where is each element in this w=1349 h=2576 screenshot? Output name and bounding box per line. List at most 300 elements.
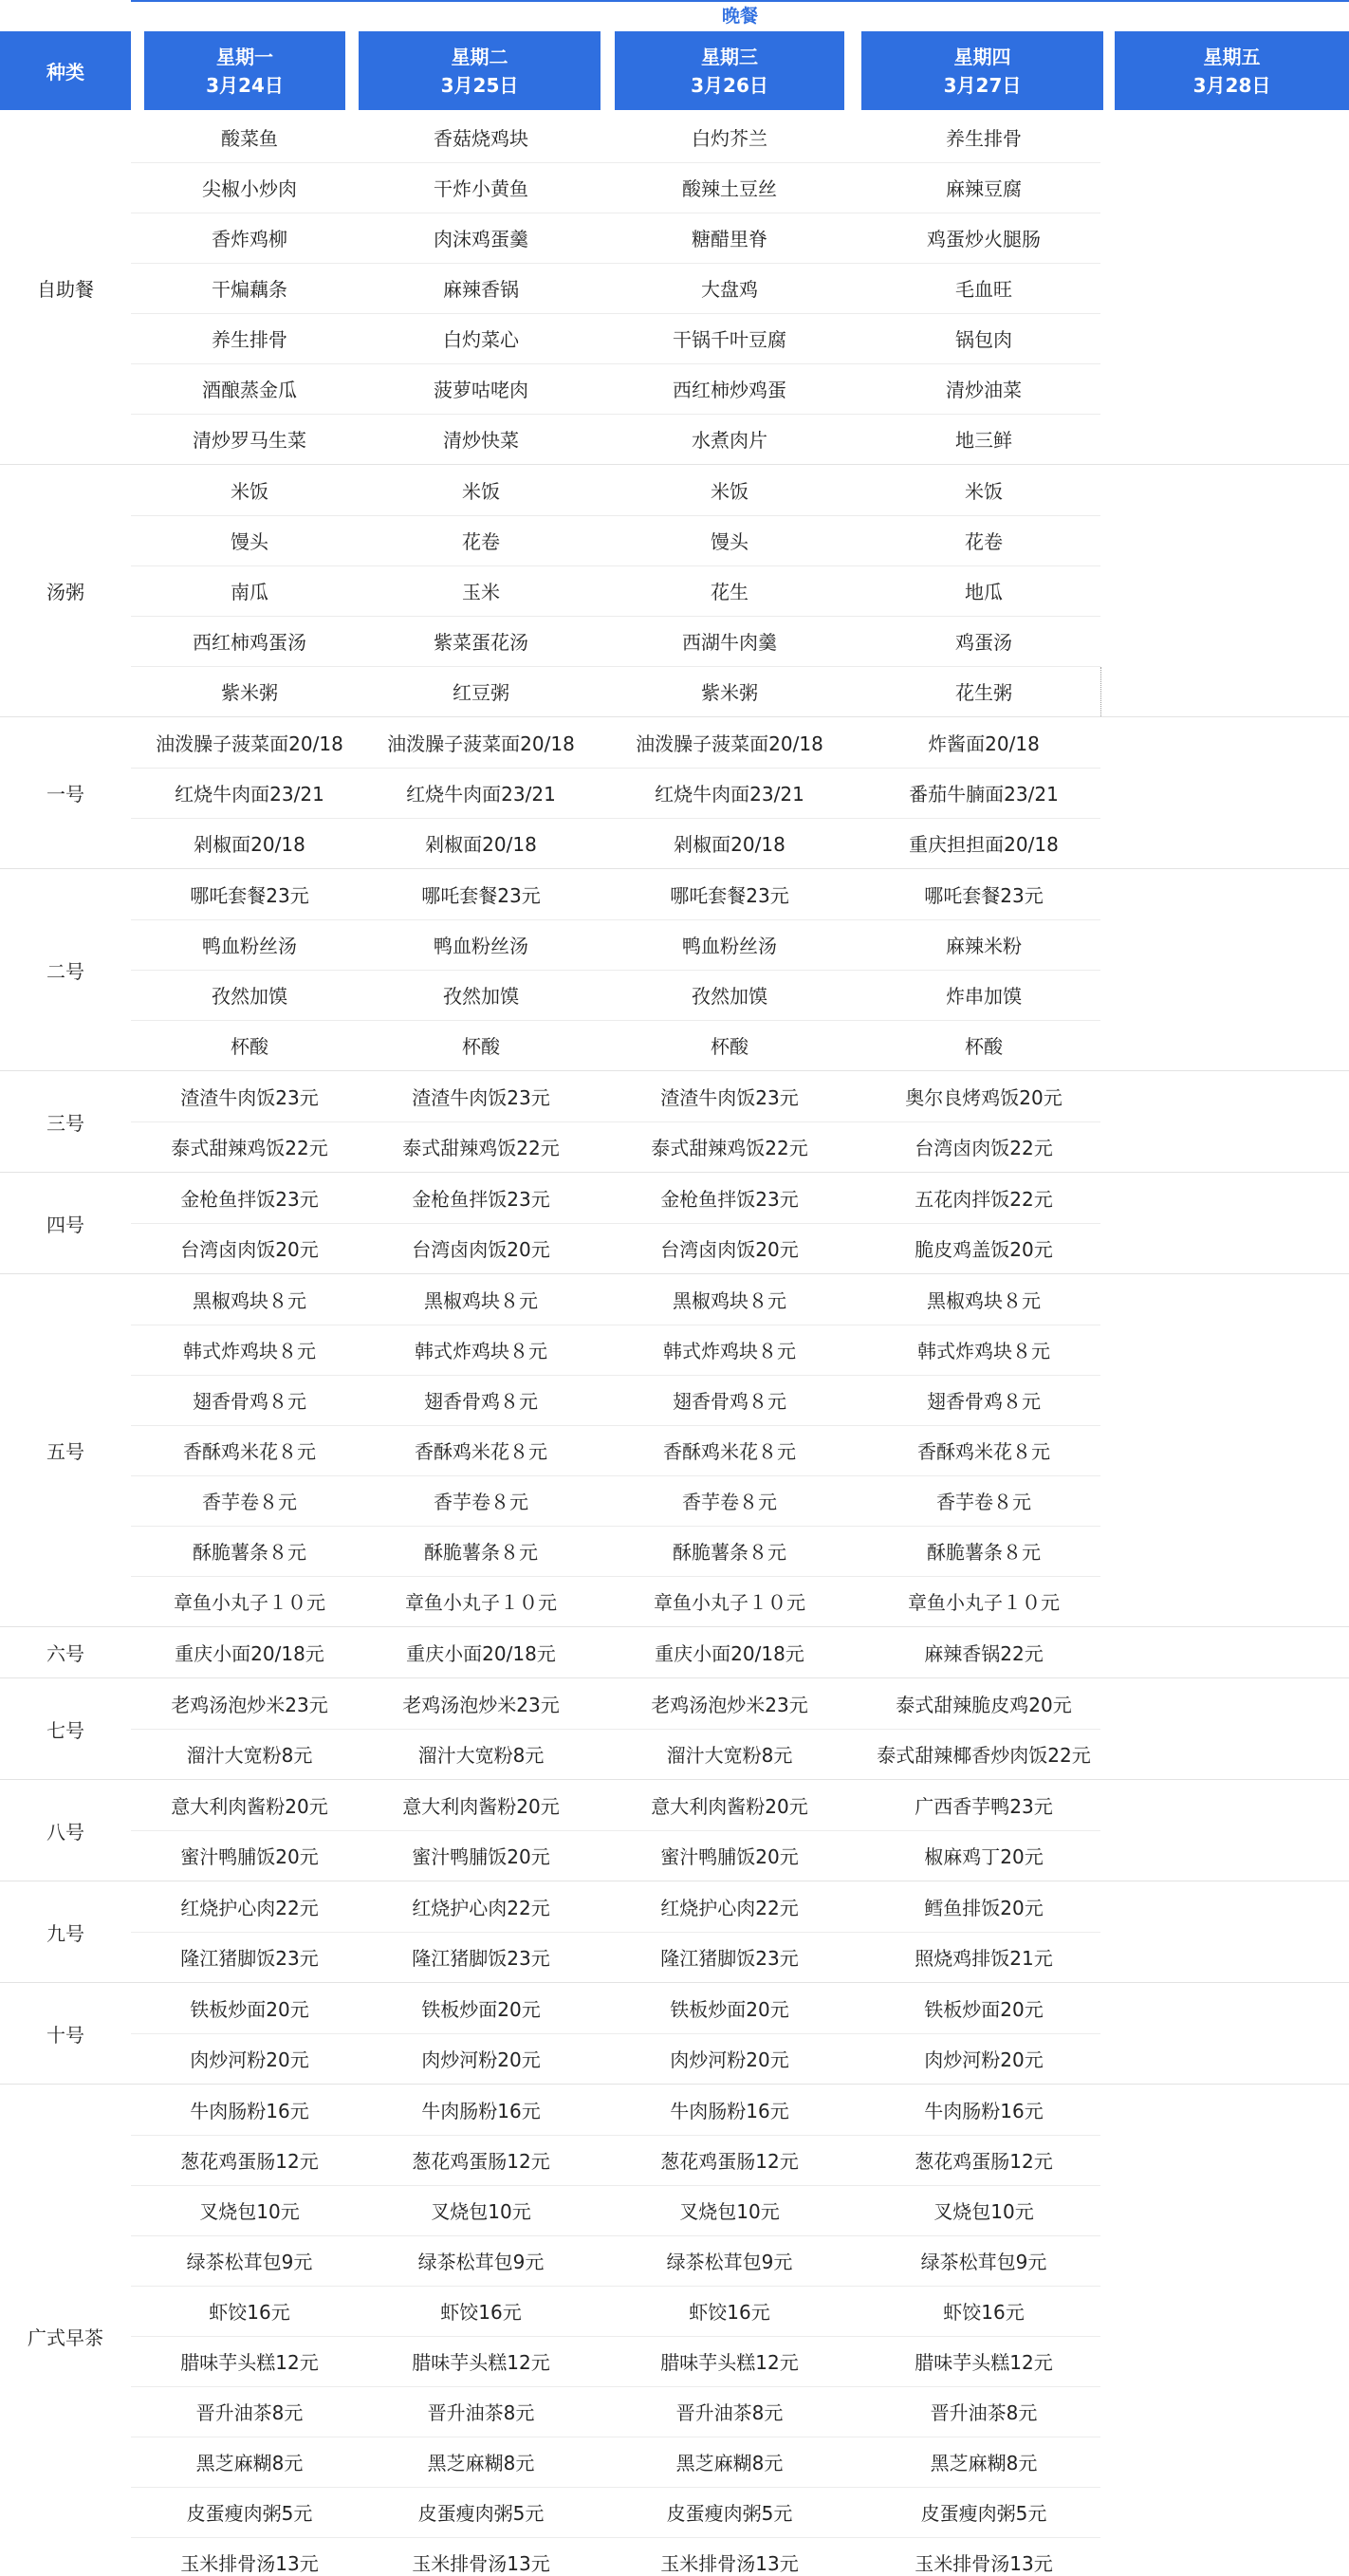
menu-cell: 黑芝麻糊8元	[427, 2452, 535, 2474]
menu-table	[0, 112, 1349, 2576]
menu-cell: 皮蛋瘦肉粥5元	[920, 2502, 1047, 2525]
menu-cell: 照烧鸡排饭21元	[915, 1947, 1053, 1970]
menu-cell: 酥脆薯条８元	[193, 1541, 306, 1564]
menu-cell	[1115, 869, 1349, 919]
menu-cell: 紫米粥	[221, 681, 278, 704]
menu-cell	[1115, 1121, 1349, 1172]
menu-cell: 西红柿鸡蛋汤	[193, 631, 306, 654]
menu-cell: 水煮肉片	[692, 429, 767, 452]
menu-cell: 台湾卤肉饭20元	[180, 1238, 319, 1261]
category-label: 七号	[46, 1718, 84, 1742]
column-divider	[1100, 667, 1101, 716]
menu-cell: 韩式炸鸡块８元	[663, 1340, 796, 1362]
table-row	[0, 465, 1349, 515]
menu-cell: 黑芝麻糊8元	[675, 2452, 784, 2474]
header-date: 3月24日	[206, 73, 284, 97]
menu-cell	[1115, 2185, 1349, 2235]
menu-cell: 翅香骨鸡８元	[193, 1390, 306, 1413]
menu-cell: 干锅千叶豆腐	[673, 328, 786, 351]
menu-cell: 肉炒河粉20元	[924, 2048, 1044, 2071]
header-day-wed	[615, 31, 844, 110]
table-row	[0, 2437, 1349, 2487]
menu-cell	[1115, 213, 1349, 263]
table-row	[0, 1071, 1349, 1121]
menu-cell: 渣渣牛肉饭23元	[412, 1086, 550, 1109]
table-row	[0, 1526, 1349, 1576]
category-label: 九号	[46, 1921, 84, 1945]
menu-cell: 蜜汁鸭脯饭20元	[412, 1845, 550, 1868]
menu-cell: 红烧牛肉面23/21	[655, 783, 804, 806]
menu-cell: 奥尔良烤鸡饭20元	[905, 1086, 1063, 1109]
category-label: 汤粥	[46, 581, 84, 603]
menu-cell: 晋升油茶8元	[427, 2401, 535, 2424]
menu-cell: 孜然加馍	[443, 985, 519, 1008]
menu-cell: 皮蛋瘦肉粥5元	[186, 2502, 313, 2525]
menu-cell: 腊味芋头糕12元	[180, 2351, 319, 2374]
menu-cell: 杯酸	[462, 1035, 500, 1058]
header-weekday: 星期二	[451, 45, 508, 68]
menu-cell: 清炒油菜	[946, 379, 1022, 401]
menu-cell	[1115, 1325, 1349, 1375]
table-row	[0, 919, 1349, 970]
menu-cell: 米饭	[462, 480, 500, 503]
menu-cell: 绿茶松茸包9元	[666, 2251, 793, 2273]
category-label: 广式早茶	[28, 2326, 103, 2349]
menu-cell: 紫菜蛋花汤	[434, 631, 528, 654]
menu-cell: 香芋卷８元	[202, 1491, 297, 1513]
category-group	[0, 1273, 1349, 1626]
menu-cell: 油泼臊子菠菜面20/18	[156, 732, 343, 755]
menu-cell: 玉米	[462, 581, 500, 603]
category-group	[0, 464, 1349, 716]
table-row	[0, 1375, 1349, 1425]
menu-cell	[1115, 1020, 1349, 1070]
menu-cell: 花生	[711, 581, 748, 603]
table-row	[0, 1020, 1349, 1070]
menu-cell: 麻辣香锅	[443, 278, 519, 301]
menu-cell: 晋升油茶8元	[675, 2401, 784, 2424]
menu-cell	[1115, 1475, 1349, 1526]
menu-cell: 馒头	[231, 530, 268, 553]
menu-cell: 翅香骨鸡８元	[673, 1390, 786, 1413]
category-group	[0, 112, 1349, 464]
menu-cell: 葱花鸡蛋肠12元	[660, 2150, 799, 2173]
category-label: 四号	[46, 1213, 84, 1236]
category-label: 二号	[46, 959, 84, 983]
table-row	[0, 717, 1349, 768]
menu-cell: 香炸鸡柳	[212, 228, 287, 250]
menu-cell: 重庆担担面20/18	[909, 833, 1059, 856]
menu-cell: 酥脆薯条８元	[424, 1541, 538, 1564]
menu-cell: 哪吒套餐23元	[670, 884, 789, 907]
table-row	[0, 1325, 1349, 1375]
header-weekday: 星期五	[1203, 45, 1261, 68]
menu-cell: 意大利肉酱粉20元	[171, 1795, 328, 1818]
menu-cell: 玉米排骨汤13元	[915, 2552, 1053, 2575]
menu-cell: 绿茶松茸包9元	[186, 2251, 313, 2273]
menu-cell: 杯酸	[965, 1035, 1003, 1058]
menu-cell: 养生排骨	[946, 127, 1022, 150]
menu-cell: 隆江猪脚饭23元	[660, 1947, 799, 1970]
menu-cell	[1115, 1830, 1349, 1881]
menu-cell: 叉烧包10元	[933, 2200, 1034, 2223]
menu-cell: 铁板炒面20元	[190, 1998, 309, 2021]
category-label: 八号	[46, 1820, 84, 1844]
menu-cell: 黑椒鸡块８元	[673, 1289, 786, 1312]
menu-cell	[1115, 1729, 1349, 1779]
menu-cell: 老鸡汤泡炒米23元	[651, 1694, 808, 1716]
table-row	[0, 1425, 1349, 1475]
menu-cell: 泰式甜辣鸡饭22元	[402, 1137, 560, 1159]
table-row	[0, 1678, 1349, 1729]
menu-cell: 韩式炸鸡块８元	[415, 1340, 547, 1362]
menu-cell	[1115, 818, 1349, 868]
menu-cell: 重庆小面20/18元	[655, 1642, 804, 1665]
menu-cell: 哪吒套餐23元	[190, 884, 309, 907]
menu-cell: 麻辣香锅22元	[924, 1642, 1044, 1665]
menu-cell: 铁板炒面20元	[670, 1998, 789, 2021]
table-row	[0, 1173, 1349, 1223]
table-row	[0, 1932, 1349, 1982]
menu-cell: 蜜汁鸭脯饭20元	[180, 1845, 319, 1868]
table-row	[0, 565, 1349, 616]
menu-cell	[1115, 2135, 1349, 2185]
menu-cell: 毛血旺	[955, 278, 1012, 301]
menu-cell	[1115, 162, 1349, 213]
menu-cell: 香酥鸡米花８元	[183, 1440, 316, 1463]
category-label: 五号	[46, 1440, 84, 1463]
menu-cell: 金枪鱼拌饭23元	[180, 1188, 319, 1211]
meal-title: 晚餐	[721, 6, 758, 27]
menu-cell: 肉炒河粉20元	[190, 2048, 309, 2071]
menu-cell: 哪吒套餐23元	[421, 884, 541, 907]
menu-cell: 剁椒面20/18	[194, 833, 305, 856]
menu-cell	[1115, 363, 1349, 414]
menu-cell: 虾饺16元	[209, 2301, 290, 2324]
menu-cell: 章鱼小丸子１０元	[405, 1591, 557, 1614]
menu-cell: 香酥鸡米花８元	[663, 1440, 796, 1463]
table-row	[0, 2286, 1349, 2336]
menu-cell: 白灼菜心	[443, 328, 519, 351]
menu-cell: 油泼臊子菠菜面20/18	[636, 732, 823, 755]
menu-cell: 剁椒面20/18	[425, 833, 537, 856]
table-row	[0, 2487, 1349, 2537]
menu-cell	[1115, 1932, 1349, 1982]
menu-cell: 酸辣土豆丝	[682, 177, 777, 200]
menu-cell	[1115, 1375, 1349, 1425]
menu-cell: 虾饺16元	[689, 2301, 770, 2324]
menu-cell	[1115, 1071, 1349, 1121]
menu-cell: 香芋卷８元	[434, 1491, 528, 1513]
category-group	[0, 2084, 1349, 2576]
menu-cell	[1115, 1274, 1349, 1325]
menu-cell: 养生排骨	[212, 328, 287, 351]
menu-cell: 翅香骨鸡８元	[424, 1390, 538, 1413]
table-row	[0, 666, 1349, 716]
menu-cell: 蜜汁鸭脯饭20元	[660, 1845, 799, 1868]
menu-cell: 泰式甜辣鸡饭22元	[171, 1137, 328, 1159]
menu-cell: 金枪鱼拌饭23元	[660, 1188, 799, 1211]
menu-cell: 大盘鸡	[701, 278, 758, 301]
category-group	[0, 1070, 1349, 1172]
menu-cell: 五花肉拌饭22元	[915, 1188, 1053, 1211]
table-row	[0, 1576, 1349, 1626]
menu-cell: 米饭	[231, 480, 268, 503]
menu-cell: 锅包肉	[955, 328, 1012, 351]
menu-cell: 台湾卤肉饭20元	[660, 1238, 799, 1261]
menu-cell: 绿茶松茸包9元	[920, 2251, 1047, 2273]
menu-cell: 叉烧包10元	[431, 2200, 531, 2223]
menu-cell: 酒酿蒸金瓜	[202, 379, 297, 401]
menu-cell: 章鱼小丸子１０元	[908, 1591, 1060, 1614]
menu-cell: 花卷	[462, 530, 500, 553]
menu-cell: 叉烧包10元	[679, 2200, 780, 2223]
table-row	[0, 1881, 1349, 1932]
menu-cell: 章鱼小丸子１０元	[174, 1591, 325, 1614]
table-row	[0, 768, 1349, 818]
category-label: 自助餐	[37, 278, 94, 301]
menu-cell: 鸭血粉丝汤	[434, 935, 528, 957]
menu-cell	[1115, 1576, 1349, 1626]
menu-cell: 重庆小面20/18元	[406, 1642, 556, 1665]
menu-cell: 黑芝麻糊8元	[195, 2452, 304, 2474]
menu-cell: 番茄牛腩面23/21	[909, 783, 1059, 806]
menu-cell: 花卷	[965, 530, 1003, 553]
menu-cell: 糖醋里脊	[692, 228, 767, 250]
table-row	[0, 2085, 1349, 2135]
menu-cell: 晋升油茶8元	[195, 2401, 304, 2424]
header-category-label: 种类	[46, 61, 84, 83]
menu-cell: 铁板炒面20元	[924, 1998, 1044, 2021]
category-label: 十号	[46, 2023, 84, 2047]
menu-cell: 地三鲜	[955, 429, 1012, 452]
menu-cell: 鸭血粉丝汤	[202, 935, 297, 957]
menu-cell: 皮蛋瘦肉粥5元	[666, 2502, 793, 2525]
menu-cell	[1115, 2437, 1349, 2487]
table-row	[0, 363, 1349, 414]
category-label: 三号	[46, 1111, 84, 1135]
menu-cell	[1115, 1173, 1349, 1223]
header-day-fri	[1115, 31, 1349, 110]
table-row	[0, 313, 1349, 363]
table-row	[0, 616, 1349, 666]
table-row	[0, 2537, 1349, 2576]
menu-cell	[1115, 414, 1349, 464]
table-row	[0, 213, 1349, 263]
menu-cell	[1115, 666, 1349, 716]
table-row	[0, 515, 1349, 565]
menu-cell	[1115, 1983, 1349, 2033]
table-row	[0, 970, 1349, 1020]
menu-cell: 鸭血粉丝汤	[682, 935, 777, 957]
menu-cell: 香酥鸡米花８元	[917, 1440, 1050, 1463]
menu-cell: 意大利肉酱粉20元	[402, 1795, 560, 1818]
menu-cell: 铁板炒面20元	[421, 1998, 541, 2021]
menu-cell	[1115, 2085, 1349, 2135]
menu-cell	[1115, 2336, 1349, 2386]
category-group	[0, 1626, 1349, 1677]
menu-cell: 意大利肉酱粉20元	[651, 1795, 808, 1818]
header-day-thu	[861, 31, 1103, 110]
menu-cell	[1115, 919, 1349, 970]
table-row	[0, 1121, 1349, 1172]
table-row	[0, 869, 1349, 919]
menu-cell: 酸菜鱼	[221, 127, 278, 150]
menu-cell: 晋升油茶8元	[930, 2401, 1038, 2424]
menu-cell: 泰式甜辣鸡饭22元	[651, 1137, 808, 1159]
menu-cell: 香菇烧鸡块	[434, 127, 528, 150]
category-group	[0, 1677, 1349, 1779]
menu-cell: 韩式炸鸡块８元	[183, 1340, 316, 1362]
table-row	[0, 1830, 1349, 1881]
menu-cell: 清炒快菜	[443, 429, 519, 452]
menu-cell: 泰式甜辣椰香炒肉饭22元	[877, 1744, 1091, 1767]
menu-cell	[1115, 2033, 1349, 2084]
category-label: 一号	[46, 783, 84, 806]
table-row	[0, 112, 1349, 162]
menu-cell: 虾饺16元	[440, 2301, 522, 2324]
menu-cell	[1115, 768, 1349, 818]
table-row	[0, 2386, 1349, 2437]
menu-cell: 隆江猪脚饭23元	[412, 1947, 550, 1970]
menu-cell: 葱花鸡蛋肠12元	[180, 2150, 319, 2173]
menu-cell: 翅香骨鸡８元	[927, 1390, 1041, 1413]
menu-cell: 红烧牛肉面23/21	[175, 783, 324, 806]
menu-cell: 红豆粥	[453, 681, 509, 704]
menu-cell	[1115, 565, 1349, 616]
menu-cell: 虾饺16元	[943, 2301, 1025, 2324]
menu-cell: 菠萝咕咾肉	[434, 379, 528, 401]
table-row	[0, 2235, 1349, 2286]
menu-cell: 泰式甜辣脆皮鸡20元	[896, 1694, 1072, 1716]
menu-cell: 红烧护心肉22元	[660, 1897, 799, 1919]
menu-cell: 花生粥	[955, 681, 1012, 704]
table-row	[0, 2135, 1349, 2185]
menu-cell: 金枪鱼拌饭23元	[412, 1188, 550, 1211]
menu-cell: 干炸小黄鱼	[434, 177, 528, 200]
menu-cell: 黑芝麻糊8元	[930, 2452, 1038, 2474]
header-date: 3月26日	[691, 73, 768, 97]
table-row	[0, 2336, 1349, 2386]
menu-cell: 脆皮鸡盖饭20元	[915, 1238, 1053, 1261]
table-row	[0, 2033, 1349, 2084]
menu-cell: 油泼臊子菠菜面20/18	[387, 732, 575, 755]
menu-cell: 椒麻鸡丁20元	[924, 1845, 1044, 1868]
menu-cell: 溜汁大宽粉8元	[666, 1744, 793, 1767]
menu-cell: 干煸藕条	[212, 278, 287, 301]
menu-cell	[1115, 313, 1349, 363]
menu-cell: 肉炒河粉20元	[421, 2048, 541, 2071]
table-row	[0, 1729, 1349, 1779]
table-row	[0, 1223, 1349, 1273]
menu-cell: 杯酸	[711, 1035, 748, 1058]
menu-cell: 孜然加馍	[692, 985, 767, 1008]
menu-cell: 麻辣米粉	[946, 935, 1022, 957]
menu-cell: 牛肉肠粉16元	[421, 2100, 541, 2122]
menu-cell: 溜汁大宽粉8元	[186, 1744, 313, 1767]
menu-cell	[1115, 1526, 1349, 1576]
menu-cell: 重庆小面20/18元	[175, 1642, 324, 1665]
header-date: 3月27日	[943, 73, 1022, 97]
menu-cell: 西湖牛肉羹	[682, 631, 777, 654]
menu-cell	[1115, 970, 1349, 1020]
menu-cell: 哪吒套餐23元	[924, 884, 1044, 907]
table-row	[0, 263, 1349, 313]
menu-cell: 清炒罗马生菜	[193, 429, 306, 452]
table-row	[0, 414, 1349, 464]
menu-cell: 牛肉肠粉16元	[924, 2100, 1044, 2122]
menu-cell: 炸串加馍	[946, 985, 1022, 1008]
menu-cell	[1115, 2487, 1349, 2537]
menu-cell: 地瓜	[965, 581, 1003, 603]
menu-cell: 葱花鸡蛋肠12元	[412, 2150, 550, 2173]
menu-cell: 白灼芥兰	[692, 127, 767, 150]
menu-cell: 玉米排骨汤13元	[660, 2552, 799, 2575]
menu-cell: 香酥鸡米花８元	[415, 1440, 547, 1463]
menu-cell: 老鸡汤泡炒米23元	[402, 1694, 560, 1716]
menu-cell: 腊味芋头糕12元	[412, 2351, 550, 2374]
table-row	[0, 1627, 1349, 1677]
menu-cell: 鸡蛋汤	[955, 631, 1012, 654]
menu-cell	[1115, 616, 1349, 666]
menu-cell	[1115, 2537, 1349, 2576]
menu-cell: 香芋卷８元	[936, 1491, 1031, 1513]
menu-cell	[1115, 1223, 1349, 1273]
category-group	[0, 1881, 1349, 1982]
category-group	[0, 868, 1349, 1070]
menu-cell: 麻辣豆腐	[946, 177, 1022, 200]
category-group	[0, 1779, 1349, 1881]
menu-cell: 香芋卷８元	[682, 1491, 777, 1513]
menu-cell: 黑椒鸡块８元	[927, 1289, 1041, 1312]
menu-cell: 酥脆薯条８元	[673, 1541, 786, 1564]
category-group	[0, 1172, 1349, 1273]
header-day-tue	[359, 31, 601, 110]
menu-cell: 馒头	[711, 530, 748, 553]
menu-cell: 台湾卤肉饭22元	[915, 1137, 1053, 1159]
menu-cell: 南瓜	[231, 581, 268, 603]
menu-cell	[1115, 1780, 1349, 1830]
header-category	[0, 31, 131, 110]
menu-cell: 尖椒小炒肉	[202, 177, 297, 200]
header-date: 3月25日	[440, 73, 519, 97]
table-row	[0, 1274, 1349, 1325]
category-label: 六号	[46, 1642, 84, 1665]
menu-cell: 西红柿炒鸡蛋	[673, 379, 786, 401]
menu-cell: 渣渣牛肉饭23元	[180, 1086, 319, 1109]
table-row	[0, 1780, 1349, 1830]
menu-cell: 隆江猪脚饭23元	[180, 1947, 319, 1970]
menu-cell	[1115, 465, 1349, 515]
category-group	[0, 716, 1349, 868]
menu-cell	[1115, 1627, 1349, 1677]
table-row	[0, 1983, 1349, 2033]
menu-cell: 黑椒鸡块８元	[424, 1289, 538, 1312]
menu-cell: 玉米排骨汤13元	[412, 2552, 550, 2575]
menu-cell: 红烧护心肉22元	[180, 1897, 319, 1919]
menu-cell: 玉米排骨汤13元	[180, 2552, 319, 2575]
menu-cell: 杯酸	[231, 1035, 268, 1058]
table-row	[0, 2185, 1349, 2235]
menu-cell: 鸡蛋炒火腿肠	[927, 228, 1041, 250]
menu-cell: 肉沫鸡蛋羹	[434, 228, 528, 250]
menu-cell: 广西香芋鸭23元	[915, 1795, 1053, 1818]
menu-cell: 渣渣牛肉饭23元	[660, 1086, 799, 1109]
menu-cell: 叉烧包10元	[199, 2200, 300, 2223]
menu-cell: 紫米粥	[701, 681, 758, 704]
menu-cell: 葱花鸡蛋肠12元	[915, 2150, 1053, 2173]
table-row	[0, 1475, 1349, 1526]
